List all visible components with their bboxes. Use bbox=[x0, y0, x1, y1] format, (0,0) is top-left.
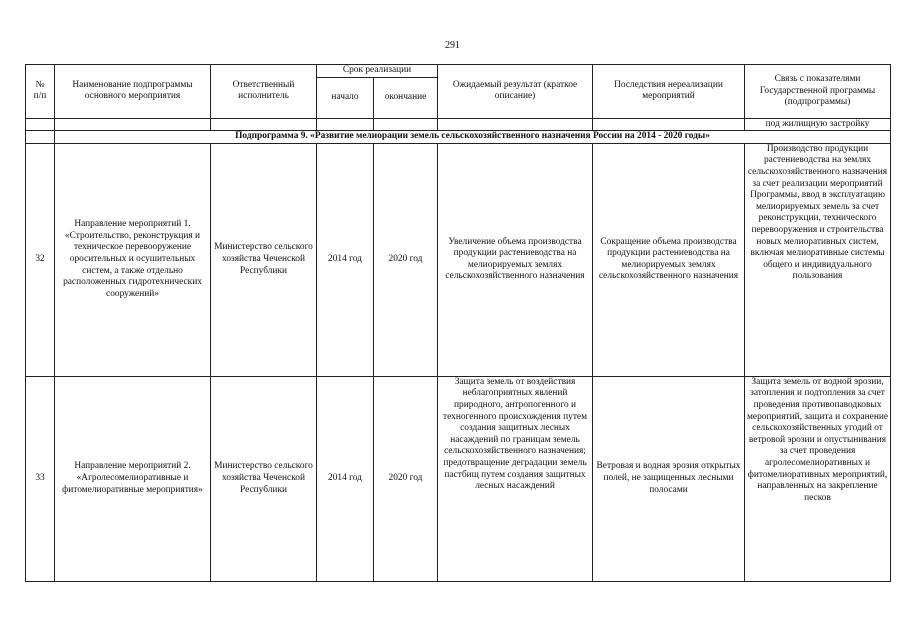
row-start: 2014 год bbox=[317, 376, 374, 581]
header-executor: Ответственный исполнитель bbox=[211, 65, 317, 119]
header-link: Связь с показателями Государственной программы (подпрограммы) bbox=[745, 65, 891, 119]
row-link: Защита земель от водной эрозии, затопления и подтопления за счет проведения противопаводковых мероприятий, защита и сохранение сельскохозяйственных угодий от ветровой эрозии и опустынивания за счет проведения агролесомелиоративных и фитомелиоративных мероприятий, направленных на закрепление песков bbox=[745, 376, 891, 581]
row-expected: Защита земель от воздействия неблагоприятных явлений природного, антропогенного и техногенного происхождения путем создания защитных лесных насаждений по границам земель сельскохозяйственного назначения; предотвращение деградации земель пастбищ путем создания защитных лесных насаждений bbox=[438, 376, 593, 581]
page-number: 291 bbox=[445, 40, 460, 51]
continuation-link: под жилищную застройку bbox=[745, 118, 891, 131]
row-expected: Увеличение объема производства продукции растениеводства на мелиорируемых землях сельскохозяйственного назначения bbox=[438, 143, 593, 376]
table-row bbox=[26, 376, 891, 581]
header-consequences: Последствия нереализации мероприятий bbox=[593, 65, 745, 119]
subprogram-row bbox=[26, 131, 891, 144]
header-expected: Ожидаемый результат (краткое описание) bbox=[438, 65, 593, 119]
measures-table bbox=[25, 64, 891, 582]
header-row-1 bbox=[26, 65, 891, 78]
continuation-row bbox=[26, 118, 891, 131]
row-consequences: Сокращение объема производства продукции растениеводства на мелиорируемых землях сельскохозяйственного назначения bbox=[593, 143, 745, 376]
header-start: начало bbox=[317, 77, 374, 118]
header-period: Срок реализации bbox=[317, 65, 438, 78]
header-end: окончание bbox=[374, 77, 438, 118]
header-name: Наименование подпрограммы основного мероприятия bbox=[55, 65, 211, 119]
row-name: Направление мероприятий 2. «Агролесомелиоративные и фитомелиоративные мероприятия» bbox=[55, 376, 211, 581]
row-name: Направление мероприятий 1. «Строительство, реконструкция и техническое перевооружение оросительных и осушительных систем, а также отдельно расположенных гидротехнических сооружений» bbox=[55, 143, 211, 376]
row-end: 2020 год bbox=[374, 143, 438, 376]
row-end: 2020 год bbox=[374, 376, 438, 581]
row-number: 32 bbox=[26, 143, 55, 376]
row-executor: Министерство сельского хозяйства Чеченской Республики bbox=[211, 376, 317, 581]
row-link: Производство продукции растениеводства на землях сельскохозяйственного назначения за счет реализации мероприятий Программы, ввод в эксплуатацию мелиорируемых земель за счет реконструкции, технического перевооружения и строительства новых мелиоративных систем, включая мелиоративные системы общего и индивидуального пользования bbox=[745, 143, 891, 376]
row-consequences: Ветровая и водная эрозия открытых полей, не защищенных лесными полосами bbox=[593, 376, 745, 581]
row-executor: Министерство сельского хозяйства Чеченской Республики bbox=[211, 143, 317, 376]
row-number: 33 bbox=[26, 376, 55, 581]
row-start: 2014 год bbox=[317, 143, 374, 376]
header-num: № п/п bbox=[26, 65, 55, 119]
table-row bbox=[26, 143, 891, 376]
subprogram-title: Подпрограмма 9. «Развитие мелиорации земель сельскохозяйственного назначения России на 2014 - 2020 годы» bbox=[55, 131, 891, 144]
